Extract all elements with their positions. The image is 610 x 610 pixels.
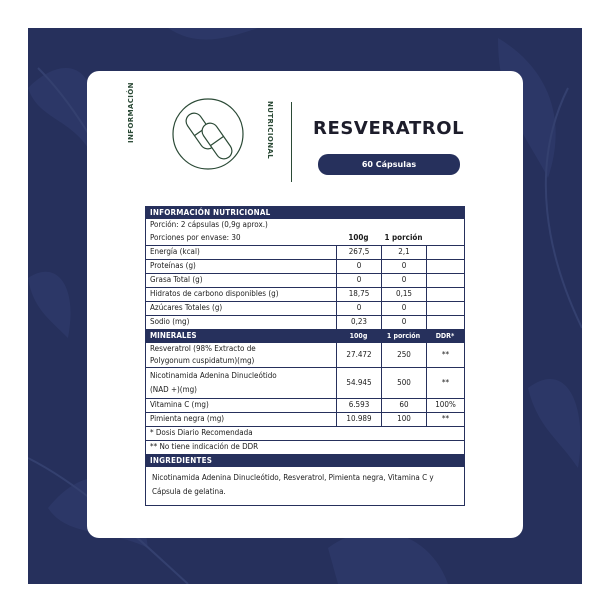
row-value-ddr: [426, 274, 464, 287]
row-value-100g: 0: [336, 274, 381, 287]
servings-row: [146, 232, 464, 245]
row-label: Vitamina C (mg): [150, 400, 209, 409]
row-value-portion: 0: [381, 274, 426, 287]
row-value-ddr: 100%: [426, 399, 464, 412]
row-value-ddr: [426, 288, 464, 301]
row-label: Azúcares Totales (g): [150, 303, 223, 312]
footnote-row: [146, 440, 464, 454]
row-value-100g: 54.945: [336, 368, 381, 398]
row-label: Grasa Total (g): [150, 275, 203, 284]
table-row: [146, 287, 464, 301]
min-col-ddr: DDR*: [435, 332, 455, 340]
row-label-line2: (NAD +)(mg): [150, 385, 197, 394]
row-value-100g: 0,23: [336, 316, 381, 329]
header-divider: [291, 102, 292, 182]
table-row: [146, 342, 464, 367]
footnote-row: [146, 426, 464, 440]
row-value-100g: 27.472: [336, 343, 381, 367]
col-header-empty: [426, 232, 464, 245]
row-value-portion: 0,15: [381, 288, 426, 301]
col-header-portion: 1 porción: [384, 233, 423, 242]
row-label: Sodio (mg): [150, 317, 190, 326]
row-value-portion: 0: [381, 302, 426, 315]
product-title: RESVERATROL: [313, 118, 465, 139]
minerales-title: MINERALES: [150, 331, 197, 340]
row-label-line1: Nicotinamida Adenina Dinucleótido: [150, 371, 277, 380]
min-col-portion: 1 porción: [386, 332, 421, 340]
row-value-portion: 0: [381, 316, 426, 329]
min-col-100g: 100g: [349, 332, 368, 340]
row-value-ddr: [426, 316, 464, 329]
row-label: Pimienta negra (mg): [150, 414, 225, 423]
section-header-ingredientes: INGREDIENTES: [146, 454, 464, 467]
col-header-100g: 100g: [348, 233, 369, 242]
table-row: [146, 398, 464, 412]
capsule-count-badge: 60 Cápsulas: [318, 154, 460, 175]
row-value-100g: 10.989: [336, 413, 381, 426]
table-row: [146, 412, 464, 426]
row-label: [146, 343, 336, 367]
table-row: [146, 315, 464, 329]
row-value-portion: 250: [381, 343, 426, 367]
row-value-ddr: **: [426, 343, 464, 367]
row-label: [146, 368, 336, 398]
row-label-line2: Polygonum cuspidatum)(mg): [150, 356, 255, 365]
row-value-portion: 2,1: [381, 246, 426, 259]
portion-row: [146, 219, 464, 232]
side-label-informacion: INFORMACIÓN: [127, 82, 135, 143]
servings-text: Porciones por envase: 30: [150, 233, 241, 242]
footnote-no-ddr: ** No tiene indicación de DDR: [150, 442, 259, 451]
row-label: Energía (kcal): [150, 247, 200, 256]
row-value-100g: 18,75: [336, 288, 381, 301]
table-row: [146, 245, 464, 259]
footnote-ddr: * Dosis Diario Recomendada: [150, 428, 253, 437]
ingredients-text: Nicotinamida Adenina Dinucleótido, Resveratrol, Pimienta negra, Vitamina C y Cápsula de gelatina.: [152, 473, 434, 496]
row-value-ddr: [426, 246, 464, 259]
portion-text: Porción: 2 cápsulas (0,9g aprox.): [150, 220, 268, 229]
row-value-portion: 0: [381, 260, 426, 273]
row-value-100g: 0: [336, 260, 381, 273]
row-label: Hidratos de carbono disponibles (g): [150, 289, 279, 298]
row-label-line1: Resveratrol (98% Extracto de: [150, 344, 256, 353]
side-label-nutricional: NUTRICIONAL: [266, 101, 274, 160]
row-value-ddr: [426, 302, 464, 315]
nutrition-card: [87, 71, 523, 538]
row-label: Proteínas (g): [150, 261, 196, 270]
row-value-ddr: **: [426, 368, 464, 398]
table-row: [146, 301, 464, 315]
row-value-ddr: [426, 260, 464, 273]
row-value-portion: 60: [381, 399, 426, 412]
row-value-ddr: **: [426, 413, 464, 426]
table-row: [146, 367, 464, 398]
row-value-portion: 100: [381, 413, 426, 426]
row-value-100g: 0: [336, 302, 381, 315]
table-row: [146, 259, 464, 273]
section-header-nutricional: INFORMACIÓN NUTRICIONAL: [146, 207, 464, 219]
row-value-100g: 267,5: [336, 246, 381, 259]
capsules-icon: [171, 97, 245, 171]
table-row: [146, 273, 464, 287]
row-value-portion: 500: [381, 368, 426, 398]
nutrition-table: [145, 206, 465, 506]
section-header-minerales: [146, 329, 464, 342]
row-value-100g: 6.593: [336, 399, 381, 412]
